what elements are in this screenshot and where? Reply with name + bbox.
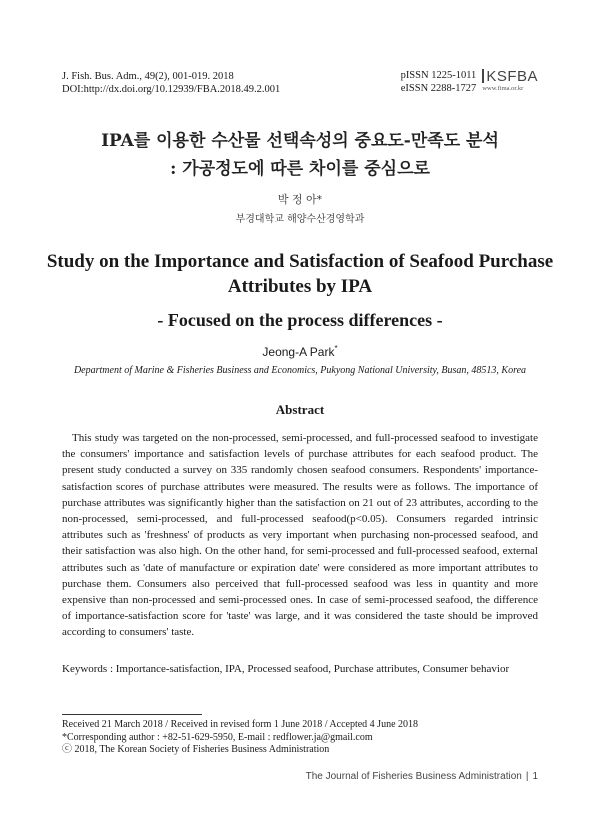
korean-author: 박 정 아* — [277, 193, 323, 206]
korean-title-line-2: : 가공정도에 따른 차이를 중심으로 — [170, 159, 430, 179]
korean-affiliation: 부경대학교 해양수산경영학과 — [235, 214, 365, 225]
english-subtitle: - Focused on the process differences - — [157, 310, 443, 330]
pissn: pISSN 1225-1011 — [400, 70, 477, 81]
page-footer — [306, 771, 538, 782]
journal-citation-block — [62, 70, 280, 96]
copyright: ⓒ 2018, The Korean Society of Fisheries Business Administration — [62, 744, 330, 755]
english-title-line-2: Attributes by IPA — [227, 276, 373, 297]
corresponding-author: *Corresponding author : +82-51-629-5950, E-mail : redflower.ja@gmail.com — [62, 731, 373, 743]
english-author — [0, 344, 600, 359]
footer-journal-name: The Journal of Fisheries Business Administration — [305, 771, 522, 782]
eissn: eISSN 2288-1727 — [400, 83, 477, 94]
page-number: 1 — [532, 771, 538, 782]
abstract-heading: Abstract — [275, 402, 325, 417]
footer-separator: | — [525, 771, 529, 782]
korean-title-line-1: IPA를 이용한 수산물 선택속성의 중요도-만족도 분석 — [101, 131, 499, 151]
journal-reference: J. Fish. Bus. Adm., 49(2), 001-019. 2018 — [62, 71, 234, 82]
issn-numbers — [401, 69, 477, 95]
korean-title — [0, 127, 600, 183]
logo-url: www.fima.or.kr — [482, 85, 524, 92]
english-title-line-1: Study on the Importance and Satisfaction of Seafood Purchase — [46, 251, 554, 272]
english-title — [0, 249, 600, 299]
keywords: Keywords : Importance-satisfaction, IPA, Processed seafood, Purchase attributes, Consumer behavior — [62, 663, 510, 675]
footnote-divider — [62, 714, 202, 715]
english-author-name: Jeong-A Park — [262, 345, 335, 359]
doi-link[interactable]: DOI:http://dx.doi.org/10.12939/FBA.2018.49.2.001 — [62, 84, 281, 95]
abstract-text: This study was targeted on the non-processed, semi-processed, and full-processed seafood to investigate the consumers' importance and satisfaction levels of purchase attributes for each seafood product. The present study conducted a survey on 335 randomly chosen seafood consumers. Respondents' importance-satisfaction scores of purchase attributes were measured. The results were as follows. The importance of purchase attributes was significantly higher than the satisfaction on 21 out of 23 attributes, according to the non-processed, semi-processed, and full-processed seafood(p<0.05). Consumers regarded intrinsic attributes such as 'freshness' of products as very important when purchasing non-processed seafood, and their satisfaction was also high. On the other hand, for semi-processed and full-processed seafood, external attributes such as 'date of manufacture or expiration date' were considered as more important attributes to purchase them. Consumers also perceived that full-processed seafood was less in quantity and more expensive than non-processed and semi-processed ones. In case of semi-processed seafood, the difference of importance-satisfaction score for 'taste' was large, and it was considered the taste should be improved according to consumers' taste. — [62, 432, 538, 639]
author-mark: * — [334, 344, 338, 353]
footnotes — [62, 719, 418, 757]
ksfba-logo — [482, 69, 538, 92]
logo-text: KSFBA — [486, 68, 538, 85]
logo-bar-icon — [482, 69, 484, 83]
received-dates: Received 21 March 2018 / Received in revised form 1 June 2018 / Accepted 4 June 2018 — [62, 719, 419, 730]
issn-block — [401, 69, 538, 95]
english-affiliation: Department of Marine & Fisheries Business and Economics, Pukyong National University, Busan, 48513, Korea — [73, 365, 527, 376]
